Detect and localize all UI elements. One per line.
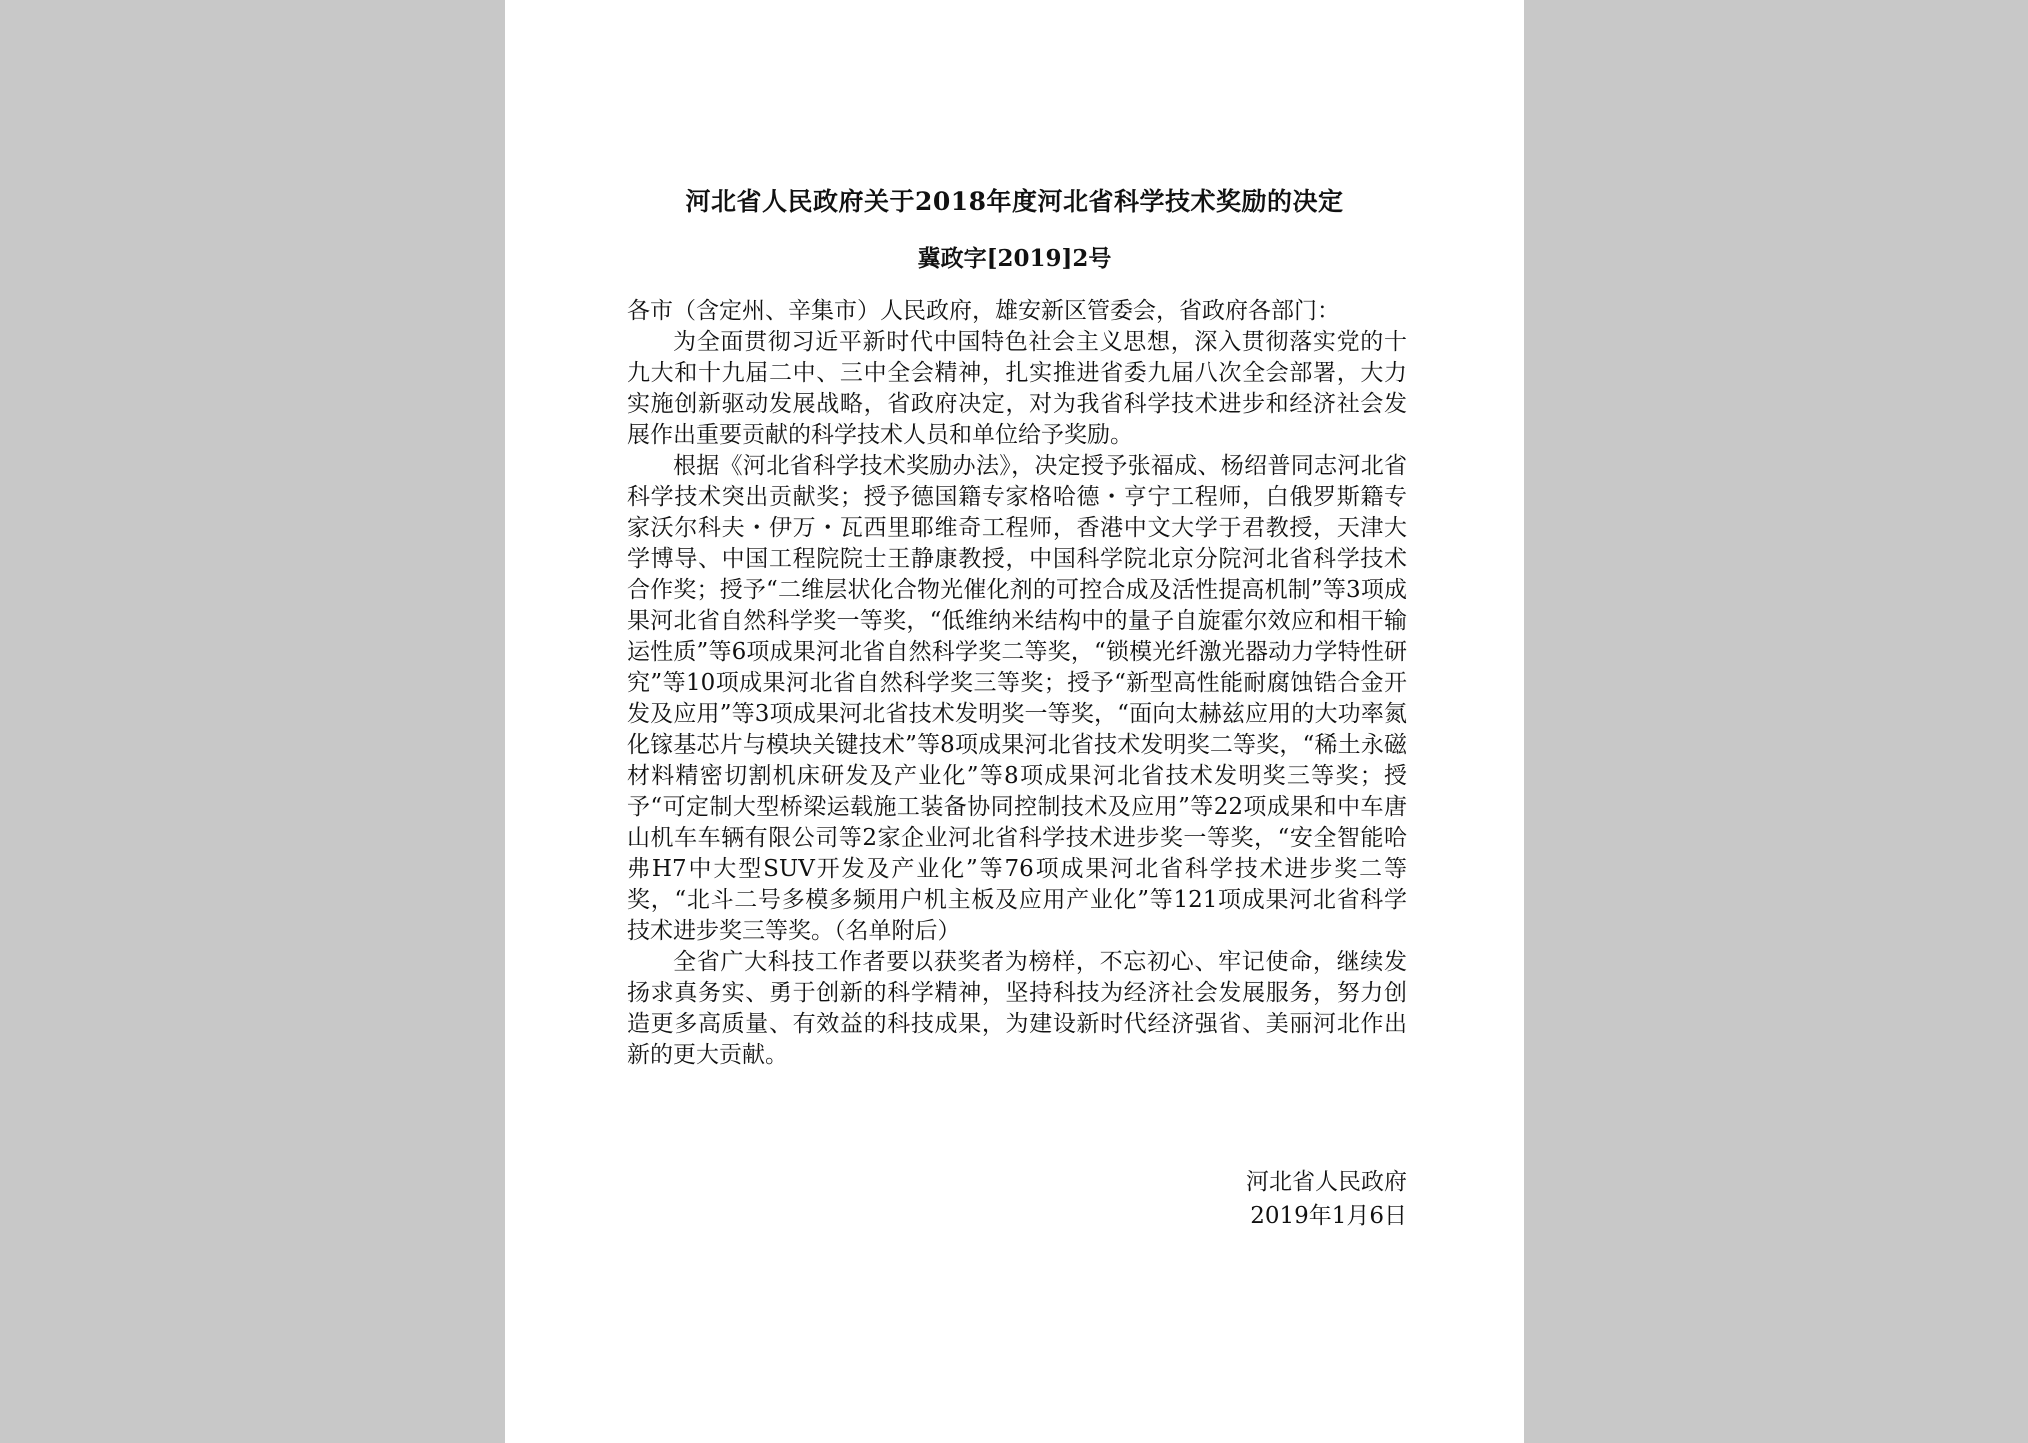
signature-block xyxy=(1205,1165,1407,1233)
document-title: 河北省人民政府关于2018年度河北省科学技术奖励的决定 xyxy=(685,187,1344,216)
document-number: 冀政字[2019]2号 xyxy=(917,245,1112,272)
document-date: 2019年1月6日 xyxy=(1250,1203,1407,1229)
paragraph-awards: 根据《河北省科学技术奖励办法》，决定授予张福成、杨绍普同志河北省科学技术突出贡献奖；授予德国籍专家格哈德・亨宁工程师，白俄罗斯籍专家沃尔科夫・伊万・瓦西里耶维奇工程师，香港中文大学于君教授，天津大学博导、中国工程院院士王静康教授，中国科学院北京分院河北省科学技术合作奖；授予“二维层状化合物光催化剂的可控合成及活性提高机制”等3项成果河北省自然科学奖一等奖，“低维纳米结构中的量子自旋霍尔效应和相干输运性质”等6项成果河北省自然科学奖二等奖，“锁模光纤激光器动力学特性研究”等10项成果河北省自然科学奖三等奖；授予“新型高性能耐腐蚀锆合金开发及应用”等3项成果河北省技术发明奖一等奖，“面向太赫兹应用的大功率氮化镓基芯片与模块关键技术”等8项成果河北省技术发明奖二等奖，“稀土永磁材料精密切割机床研发及产业化”等8项成果河北省技术发明奖三等奖；授予“可定制大型桥梁运载施工装备协同控制技术及应用”等22项成果和中车唐山机车车辆有限公司等2家企业河北省科学技术进步奖一等奖，“安全智能哈弗H7中大型SUV开发及产业化”等76项成果河北省科学技术进步奖二等奖，“北斗二号多模多频用户机主板及应用产业化”等121项成果河北省科学技术进步奖三等奖。（名单附后） xyxy=(627,453,1407,944)
document-page xyxy=(505,0,1524,1443)
salutation: 各市（含定州、辛集市）人民政府，雄安新区管委会，省政府各部门： xyxy=(627,298,1340,324)
document-body xyxy=(627,296,1407,1071)
signatory: 河北省人民政府 xyxy=(1246,1169,1407,1195)
paragraph-call-to-action: 全省广大科技工作者要以获奖者为榜样，不忘初心、牢记使命，继续发扬求真务实、勇于创新的科学精神，坚持科技为经济社会发展服务，努力创造更多高质量、有效益的科技成果，为建设新时代经济强省、美丽河北作出新的更大贡献。 xyxy=(627,949,1407,1068)
paragraph-purpose: 为全面贯彻习近平新时代中国特色社会主义思想，深入贯彻落实党的十九大和十九届二中、三中全会精神，扎实推进省委九届八次全会部署，大力实施创新驱动发展战略，省政府决定，对为我省科学技术进步和经济社会发展作出重要贡献的科学技术人员和单位给予奖励。 xyxy=(627,329,1407,448)
